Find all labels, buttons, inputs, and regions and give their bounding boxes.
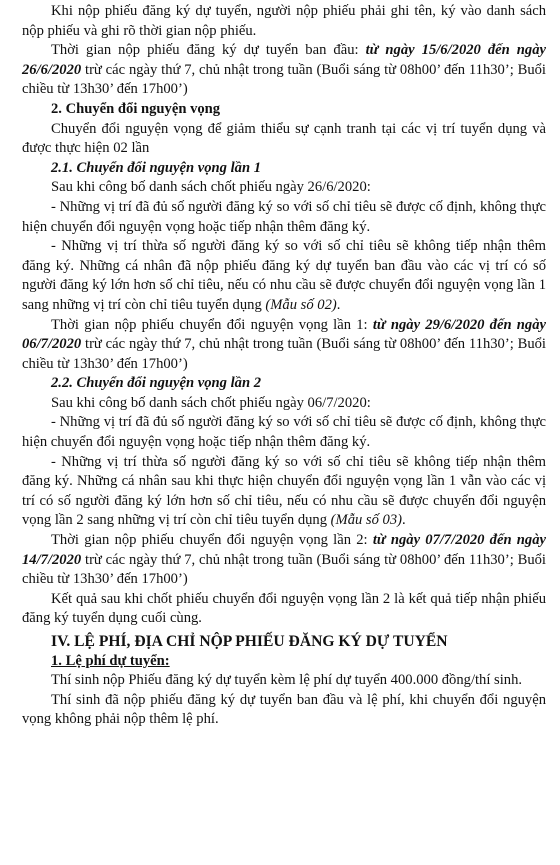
paragraph-round1-excess: [22, 237, 546, 315]
round1-period-dates: từ ngày 29/6/2020 đến ngày 06/7/2020: [22, 316, 546, 353]
section-heading-2: 2. Chuyển đổi nguyện vọng: [51, 100, 221, 117]
round2-period-hours: trừ các ngày thứ 7, chủ nhật trong tuần (Buổi sáng từ 08h00’ đến 11h30’; Buổi chiều từ 13h30’ đến 17h00’): [22, 551, 546, 588]
paragraph-conversion-intro: Chuyển đổi nguyện vọng để giảm thiểu sự cạnh tranh tại các vị trí tuyển dụng và được thực hiện 02 lần: [22, 120, 546, 157]
paragraph-round2-fixed: - Những vị trí đã đủ số người đăng ký so với số chỉ tiêu sẽ được cố định, không thực hiện chuyển đổi nguyện vọng hoặc tiếp nhận thêm đăng ký.: [22, 414, 546, 451]
round1-excess-text: - Những vị trí thừa số người đăng ký so với số chỉ tiêu sẽ không tiếp nhận thêm đăng ký. Những cá nhân đã nộp phiếu đăng ký dự tuyển ban đầu vào các vị trí có số người đăng ký lớn hơn số chỉ tiêu, nếu có nhu cầu sẽ được chuyển đổi nguyện vọng lần 1 sang những vị trí còn chỉ tiêu tuyển dụng: [22, 238, 546, 313]
initial-period-hours: trừ các ngày thứ 7, chủ nhật trong tuần (Buổi sáng từ 08h00’ đến 11h30’; Buổi chiều từ 13h30’ đến 17h00’): [22, 61, 546, 98]
round2-form-ref: (Mẫu số 03): [330, 512, 403, 529]
paragraph-round2-period: [22, 531, 546, 590]
round2-period-lead: Thời gian nộp phiếu chuyển đổi nguyện vọng lần 2:: [51, 532, 373, 549]
paragraph-round2-excess: [22, 453, 546, 531]
paragraph-fee-amount: Thí sinh nộp Phiếu đăng ký dự tuyển kèm lệ phí dự tuyển 400.000 đồng/thí sinh.: [51, 672, 523, 689]
paragraph-round1-period: [22, 316, 546, 375]
paragraph-round2-after: Sau khi công bố danh sách chốt phiếu ngày 06/7/2020:: [51, 394, 371, 411]
section-heading-4: IV. LỆ PHÍ, ĐỊA CHỈ NỘP PHIẾU ĐĂNG KÝ DỰ TUYỂN: [51, 633, 448, 650]
paragraph-initial-period: [22, 41, 546, 100]
round2-excess-end: .: [402, 512, 406, 529]
initial-period-dates: từ ngày 15/6/2020 đến ngày 26/6/2020: [22, 42, 546, 78]
round2-period-dates: từ ngày 07/7/2020 đến ngày 14/7/2020: [22, 532, 546, 568]
round2-excess-text: - Những vị trí thừa số người đăng ký so với số chỉ tiêu sẽ không tiếp nhận thêm đăng ký. Những cá nhân sau khi thực hiện chuyển đổi nguyện vọng lần 1 vẫn vào các vị trí có số người đăng ký lớn hơn số chỉ tiêu, nếu có nhu cầu sẽ được chuyển đổi nguyện vọng lần 2 sang những vị trí còn chỉ tiêu tuyển dụng: [22, 453, 546, 529]
paragraph-fee-note: Thí sinh đã nộp phiếu đăng ký dự tuyển ban đầu và lệ phí, khi chuyển đổi nguyện vọng không phải nộp thêm lệ phí.: [22, 691, 546, 728]
subsection-heading-fee: 1. Lệ phí dự tuyển:: [51, 652, 170, 669]
round1-form-ref: (Mẫu số 02): [265, 296, 337, 313]
paragraph-round1-fixed: - Những vị trí đã đủ số người đăng ký so với số chỉ tiêu sẽ được cố định, không thực hiện chuyển đổi nguyện vọng hoặc tiếp nhận thêm đăng ký.: [22, 198, 546, 235]
subsection-heading-2-2: 2.2. Chuyển đổi nguyện vọng lần 2: [51, 375, 262, 392]
paragraph-round1-after: Sau khi công bố danh sách chốt phiếu ngày 26/6/2020:: [51, 179, 371, 196]
round1-period-hours: trừ các ngày thứ 7, chủ nhật trong tuần (Buổi sáng từ 08h00’ đến 11h30’; Buổi chiều từ 13h30’ đến 17h00’): [22, 336, 546, 372]
paragraph-submission-note: Khi nộp phiếu đăng ký dự tuyển, người nộp phiếu phải ghi tên, ký vào danh sách nộp phiếu và ghi rõ thời gian nộp phiếu.: [22, 3, 546, 39]
paragraph-final-result: Kết quả sau khi chốt phiếu chuyển đổi nguyện vọng lần 2 là kết quả tiếp nhận phiếu đăng ký tuyển dụng cuối cùng.: [22, 590, 546, 627]
round1-excess-end: .: [336, 296, 341, 313]
subsection-heading-2-1: 2.1. Chuyển đổi nguyện vọng lần 1: [51, 159, 262, 176]
initial-period-lead: Thời gian nộp phiếu đăng ký dự tuyển ban đầu:: [51, 42, 366, 59]
round1-period-lead: Thời gian nộp phiếu chuyển đổi nguyện vọng lần 1:: [51, 316, 373, 333]
